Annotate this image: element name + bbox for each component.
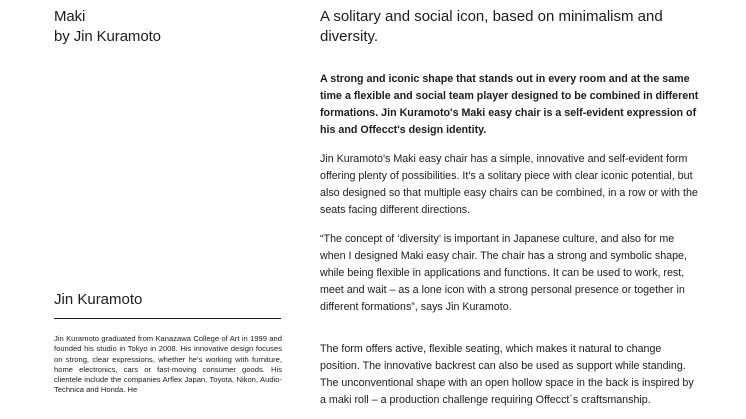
product-name: Maki [54, 8, 86, 25]
designer-heading: Jin Kuramoto [54, 291, 143, 308]
intro-paragraph: A strong and iconic shape that stands out in every room and at the same time a flexible and social team player designed to be combined in different formations. Jin Kuramoto's Maki easy chair is a self-evident expression of his and Offecct's design identity. [320, 73, 699, 136]
body-paragraph-3: The form offers active, flexible seating, which makes it natural to change position. The innovative backrest can also be used as support while standing. The unconventional shape with an open hollow space in the back is inspired by a maki roll – a production challenge requiring Offecct´s craftsmanship. [320, 343, 694, 406]
designer-bio: Jin Kuramoto graduated from Kanazawa College of Art in 1999 and founded his studio in Tokyo in 2008. His innovative design focuses on strong, clear expressions, whether he's working with furniture, home electronics, cars or fast-moving consumer goods. His clientele include the companies Arflex Japan, Toyota, Nikon, Audio-Technica and Honda. He [54, 334, 282, 395]
right-column [320, 0, 700, 419]
headline: A solitary and social icon, based on minimalism and diversity. [320, 8, 663, 45]
product-title [54, 7, 161, 46]
body-paragraph-1: Jin Kuramoto's Maki easy chair has a simple, innovative and self-evident form offering plenty of possibilities. It's a solitary piece with clear iconic potential, but also designed so that multiple easy chairs can be combined, in a row or with the seats facing different directions. [320, 153, 698, 216]
left-column [54, 0, 282, 419]
quote-paragraph: “The concept of ‘diversity’ is important in Japanese culture, and also for me when I designed Maki easy chair. The chair has a strong and symbolic shape, while being flexible in applications and functions. It can be used to work, rest, meet and wait – as a lone icon with a strong personal presence or together in different formations”, says Jin Kuramoto. [320, 233, 687, 313]
product-designer-byline: by Jin Kuramoto [54, 27, 161, 45]
designer-divider [54, 318, 281, 319]
